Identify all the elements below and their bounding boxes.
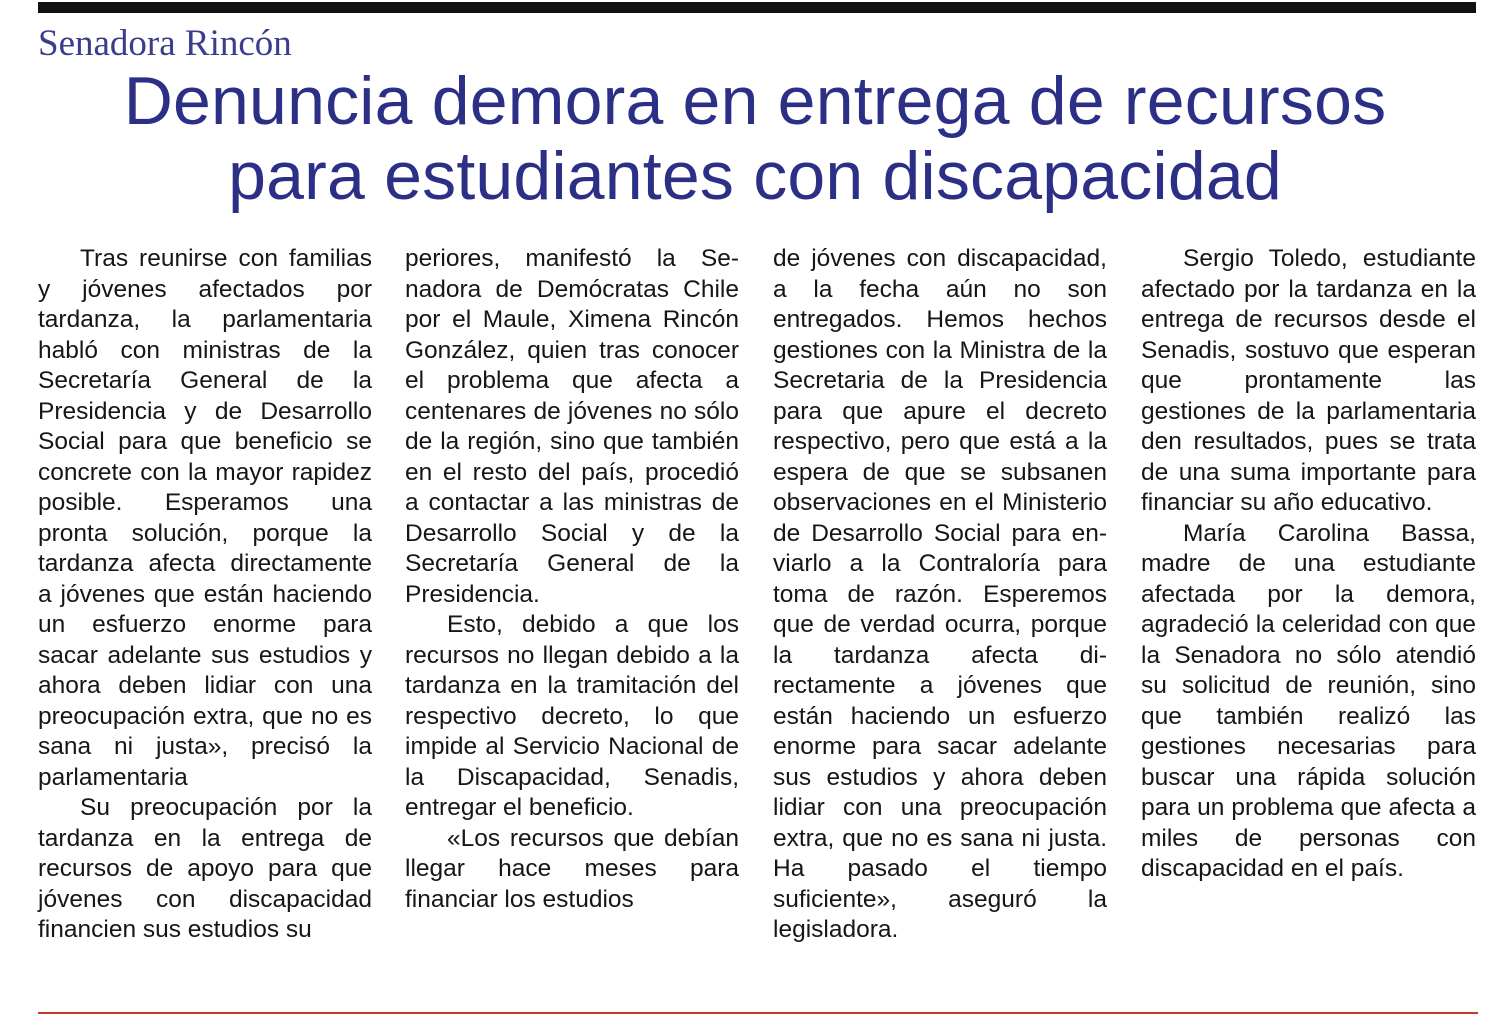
paragraph: María Carolina Bassa, madre de una estudiante afectada por la demora, agradeció la celeridad con que la Senadora no sólo atendió su solicitud de reunión, sino que también realizó las gestiones necesarias para buscar una rápida solución para un problema que afecta a miles de personas con discapacidad en el país. [1141,519,1476,882]
paragraph: Su preocupación por la tardanza en la entrega de recursos de apoyo para que jóvenes con discapacidad financien sus estudios su [38,794,372,943]
headline-line-2: para estudiantes con discapacidad [228,138,1282,214]
paragraph: «Los recursos que debían llegar hace meses para financiar los estudios [405,824,739,913]
paragraph: de jóvenes con discapacidad, a la fecha aún no son entregados. Hemos hechos gestiones con la Ministra de la Secretaria de la Presidencia para que apure el decreto respectivo, pero que está a la espera de que se subsanen observaciones en el Ministerio de Desarrollo Social para enviarlo a la Contraloría para toma de razón. Esperemos que de verdad ocurra, porque la tardanza afecta directamente a jóvenes que están haciendo un esfuerzo enorme para sacar adelante sus estudios y ahora deben lidiar con una preocupación extra, que no es sana ni justa. Ha pasado el tiempo suficiente», aseguró la legisladora. [773,245,1107,943]
top-rule [38,2,1476,13]
headline [30,64,1480,214]
column-4 [1141,244,1476,885]
kicker: Senadora Rincón [38,23,292,64]
bottom-rule [38,1012,1478,1014]
headline-line-1: Denuncia demora en entrega de recursos [123,63,1387,139]
column-3 [773,244,1107,946]
column-1 [38,244,372,946]
paragraph: Esto, debido a que los recursos no llegan debido a la tardanza en la tramitación del respectivo decreto, lo que impide al Servicio Nacional de la Discapacidad, Senadis, entregar el beneficio. [405,611,739,821]
column-2 [405,244,739,915]
paragraph: periores, manifestó la Senadora de Demócratas Chile por el Maule, Ximena Rincón González, quien tras conocer el problema que afecta a centenares de jóvenes no sólo de la región, sino que también en el resto del país, procedió a contactar a las ministras de Desarrollo Social y de la Secretaría General de la Presidencia. [405,245,739,608]
paragraph: Tras reunirse con familias y jóvenes afectados por tardanza, la parlamentaria habló con ministras de la Secretaría General de la Presidencia y de Desarrollo Social para que beneficio se concrete con la mayor rapidez posible. Esperamos una pronta solución, porque la tardanza afecta directamente a jóvenes que están haciendo un esfuerzo enorme para sacar adelante sus estudios y ahora deben lidiar con una preocupación extra, que no es sana ni justa», precisó la parlamentaria [38,245,372,791]
paragraph: Sergio Toledo, estudiante afectado por la tardanza en la entrega de recursos desde el Senadis, sostuvo que esperan que prontamente las gestiones de la parlamentaria den resultados, pues se trata de una suma importante para financiar su año educativo. [1141,245,1476,516]
